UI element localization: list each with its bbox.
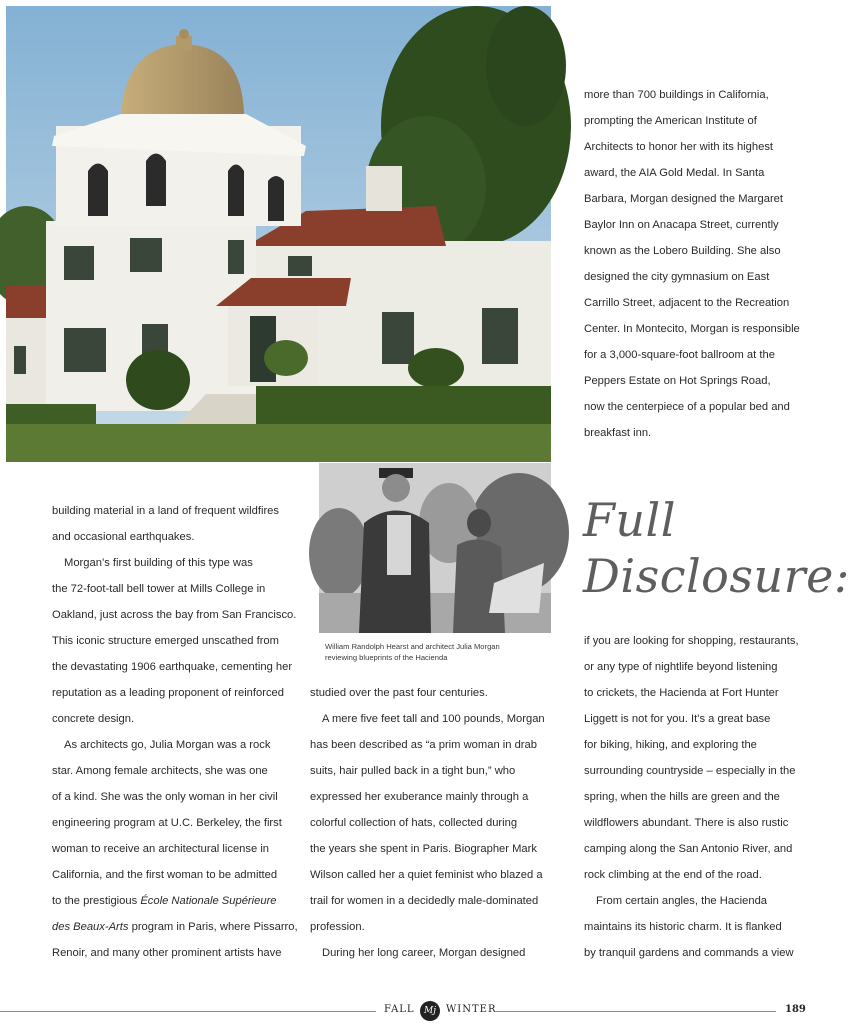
text-line: for biking, hiking, and exploring the: [584, 739, 757, 751]
article-column-right-top: [584, 82, 810, 446]
text-line: Morgan’s first building of this type was: [64, 557, 253, 569]
text-line: award, the AIA Gold Medal. In Santa: [584, 167, 765, 179]
text-line: to crickets, the Hacienda at Fort Hunter: [584, 687, 779, 699]
text-line: A mere five feet tall and 100 pounds, Morgan: [322, 713, 545, 725]
text-line: Oakland, just across the bay from San Francisco.: [52, 609, 297, 621]
article-column-left: [52, 498, 300, 966]
text-line: studied over the past four centuries.: [310, 687, 488, 699]
text-line: reputation as a leading proponent of reinforced: [52, 687, 284, 699]
text-line: woman to receive an architectural license in: [52, 843, 270, 855]
text-line: for a 3,000-square-foot ballroom at the: [584, 349, 775, 361]
text-line: spring, when the hills are green and the: [584, 791, 780, 803]
page-number: 189: [785, 1004, 806, 1015]
text-line: Center. In Montecito, Morgan is responsible: [584, 323, 800, 335]
text-line: has been described as “a prim woman in drab: [310, 739, 537, 751]
footer-season-right: WINTER: [446, 1004, 497, 1015]
footer-rule-right: [496, 1011, 776, 1012]
text-line: star. Among female architects, she was one: [52, 765, 268, 777]
text-fragment: program in Paris, where Pissarro,: [128, 921, 298, 933]
hacienda-photo: [6, 6, 551, 462]
text-line: engineering program at U.C. Berkeley, the first: [52, 817, 282, 829]
text-line: Liggett is not for you. It’s a great base: [584, 713, 771, 725]
article-column-middle: [310, 680, 546, 966]
text-line: [52, 888, 300, 914]
text-line: Barbara, Morgan designed the Margaret: [584, 193, 784, 205]
text-line: Baylor Inn on Anacapa Street, currently: [584, 219, 779, 231]
text-line: the years she spent in Paris. Biographer Mark: [310, 843, 537, 855]
text-line: concrete design.: [52, 713, 135, 725]
italic-school-name: des Beaux-Arts: [52, 921, 129, 933]
magazine-logo: Mj: [420, 1001, 440, 1021]
hearst-morgan-photo: [319, 463, 551, 633]
text-line: known as the Lobero Building. She also: [584, 245, 781, 257]
text-line: camping along the San Antonio River, and: [584, 843, 793, 855]
text-line: trail for women in a decidedly male-dominated: [310, 895, 539, 907]
text-line: Wilson called her a quiet feminist who blazed a: [310, 869, 543, 881]
headline-line: Disclosure:: [583, 549, 850, 603]
page-footer: [0, 1000, 820, 1024]
text-line: California, and the first woman to be admitted: [52, 869, 278, 881]
text-line: of a kind. She was the only woman in her civil: [52, 791, 278, 803]
text-line: the devastating 1906 earthquake, cementing her: [52, 661, 293, 673]
text-line: During her long career, Morgan designed: [322, 947, 526, 959]
text-line: prompting the American Institute of: [584, 115, 757, 127]
article-column-right-bottom: [584, 628, 810, 966]
text-line: or any type of nightlife beyond listening: [584, 661, 778, 673]
text-line: [52, 914, 300, 940]
text-line: and occasional earthquakes.: [52, 531, 195, 543]
footer-season-left: FALL: [384, 1004, 415, 1015]
text-line: now the centerpiece of a popular bed and: [584, 401, 790, 413]
text-line: Architects to honor her with its highest: [584, 141, 774, 153]
text-line: surrounding countryside – especially in the: [584, 765, 796, 777]
text-line: suits, hair pulled back in a tight bun,” who: [310, 765, 516, 777]
text-line: This iconic structure emerged unscathed from: [52, 635, 279, 647]
text-line: Carrillo Street, adjacent to the Recreation: [584, 297, 790, 309]
text-line: Peppers Estate on Hot Springs Road,: [584, 375, 771, 387]
caption-line: William Randolph Hearst and architect Julia Morgan: [325, 642, 500, 651]
text-line: wildflowers abundant. There is also rustic: [584, 817, 789, 829]
caption-line: reviewing blueprints of the Hacienda: [325, 653, 448, 662]
text-line: more than 700 buildings in California,: [584, 89, 769, 101]
headline-line: Full: [583, 493, 676, 547]
italic-school-name: École Nationale Supérieure: [140, 895, 277, 907]
text-line: designed the city gymnasium on East: [584, 271, 770, 283]
text-line: profession.: [310, 921, 365, 933]
footer-rule-left: [0, 1011, 376, 1012]
text-fragment: to the prestigious: [52, 895, 141, 907]
text-line: building material in a land of frequent wildfires: [52, 505, 279, 517]
text-line: maintains its historic charm. It is flanked: [584, 921, 782, 933]
text-line: expressed her exuberance mainly through a: [310, 791, 529, 803]
text-line: From certain angles, the Hacienda: [596, 895, 768, 907]
section-headline: [583, 492, 850, 604]
photo-caption: [325, 641, 545, 663]
text-line: Renoir, and many other prominent artists have: [52, 947, 282, 959]
text-line: the 72-foot-tall bell tower at Mills College in: [52, 583, 266, 595]
text-line: colorful collection of hats, collected during: [310, 817, 518, 829]
text-line: breakfast inn.: [584, 427, 652, 439]
text-line: by tranquil gardens and commands a view: [584, 947, 794, 959]
text-line: if you are looking for shopping, restaurants,: [584, 635, 799, 647]
text-line: As architects go, Julia Morgan was a rock: [64, 739, 271, 751]
text-line: rock climbing at the end of the road.: [584, 869, 762, 881]
